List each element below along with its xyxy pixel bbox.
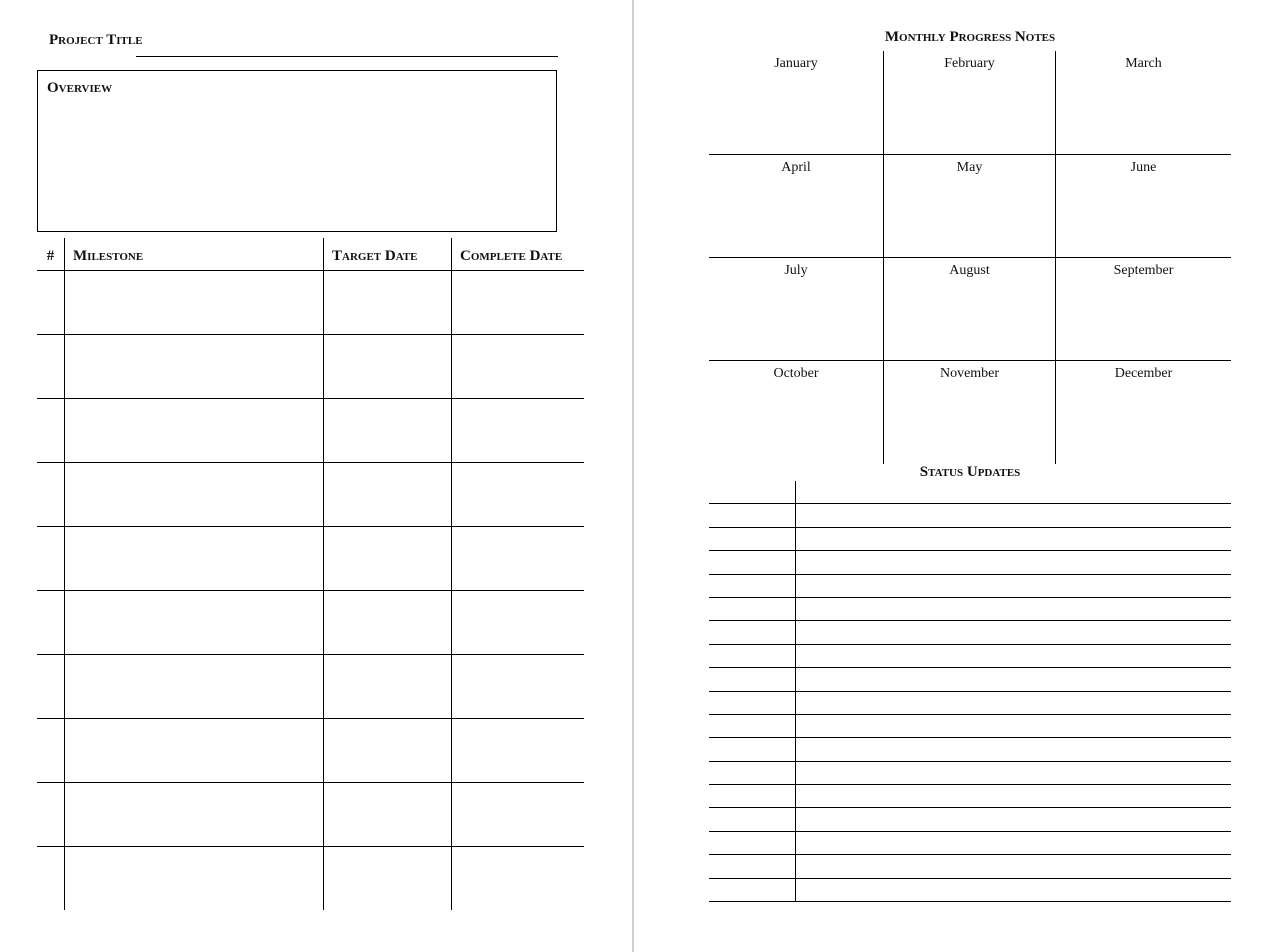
status-date-cell[interactable] [709,621,796,643]
status-row [709,621,1231,644]
status-note-cell[interactable] [796,738,1231,760]
milestone-number-cell[interactable] [37,271,65,335]
target-date-cell[interactable] [324,783,452,847]
milestone-row [37,463,584,527]
milestone-table [37,238,584,910]
status-row [709,832,1231,855]
milestone-row [37,655,584,719]
milestone-cell[interactable] [65,591,324,655]
month-label: February [944,56,995,71]
complete-date-cell[interactable] [452,655,585,719]
status-note-cell[interactable] [796,785,1231,807]
status-row [709,692,1231,715]
milestone-row [37,847,584,911]
milestone-row [37,783,584,847]
status-date-cell[interactable] [709,785,796,807]
status-note-cell[interactable] [796,528,1231,550]
milestone-number-cell[interactable] [37,335,65,399]
milestone-cell[interactable] [65,719,324,783]
status-date-cell[interactable] [709,575,796,597]
month-label: November [939,366,1000,381]
month-label: October [773,366,819,381]
milestone-cell[interactable] [65,527,324,591]
target-date-cell[interactable] [324,591,452,655]
month-cell-february[interactable] [883,51,1056,155]
status-date-cell[interactable] [709,808,796,830]
milestone-cell[interactable] [65,847,324,911]
monthly-progress-title: Monthly Progress Notes [884,29,1056,45]
milestone-row [37,591,584,655]
project-title-line[interactable] [136,56,558,57]
status-row [709,575,1231,598]
status-row [709,528,1231,551]
column-header-number: # [37,238,65,271]
month-cell-may[interactable] [883,155,1056,258]
status-updates-title: Status Updates [919,464,1021,480]
target-date-cell[interactable] [324,399,452,463]
status-note-cell[interactable] [796,762,1231,784]
status-row [709,762,1231,785]
status-note-cell[interactable] [796,504,1231,526]
status-note-cell[interactable] [796,832,1231,854]
status-note-cell[interactable] [796,598,1231,620]
complete-date-cell[interactable] [452,719,585,783]
target-date-cell[interactable] [324,655,452,719]
milestone-row [37,399,584,463]
complete-date-cell[interactable] [452,399,585,463]
monthly-notes-grid [709,51,1231,464]
status-row [709,481,1231,504]
status-row [709,855,1231,878]
milestone-cell[interactable] [65,271,324,335]
status-note-cell[interactable] [796,621,1231,643]
month-label: September [1113,263,1174,278]
milestone-row [37,527,584,591]
month-cell-august[interactable] [883,258,1056,361]
month-label: May [956,160,983,175]
complete-date-cell[interactable] [452,847,585,911]
month-label: July [784,263,808,278]
month-label: April [781,160,811,175]
target-date-cell[interactable] [324,463,452,527]
milestone-number-cell[interactable] [37,399,65,463]
complete-date-cell[interactable] [452,271,585,335]
month-label: December [1114,366,1173,381]
status-row [709,808,1231,831]
status-note-cell[interactable] [796,645,1231,667]
target-date-cell[interactable] [324,719,452,783]
status-row [709,715,1231,738]
status-note-cell[interactable] [796,879,1231,901]
overview-label: Overview [47,80,113,96]
milestone-row [37,719,584,783]
month-cell-september[interactable] [1056,258,1231,361]
milestone-number-cell[interactable] [37,655,65,719]
status-note-cell[interactable] [796,855,1231,877]
month-cell-october[interactable] [709,361,883,464]
milestone-row [37,335,584,399]
month-label: March [1125,56,1162,71]
target-date-cell[interactable] [324,847,452,911]
status-date-cell[interactable] [709,738,796,760]
milestone-number-cell[interactable] [37,719,65,783]
status-row [709,879,1231,902]
complete-date-cell[interactable] [452,527,585,591]
status-row [709,668,1231,691]
milestone-row [37,271,584,335]
milestone-cell[interactable] [65,783,324,847]
status-date-cell[interactable] [709,645,796,667]
milestone-number-cell[interactable] [37,783,65,847]
month-cell-december[interactable] [1056,361,1231,464]
status-date-cell[interactable] [709,551,796,573]
status-note-cell[interactable] [796,692,1231,714]
milestone-number-cell[interactable] [37,527,65,591]
milestone-number-cell[interactable] [37,591,65,655]
status-note-cell[interactable] [796,668,1231,690]
column-header-target-date: Target Date [324,238,452,271]
status-note-cell[interactable] [796,481,1231,503]
status-note-cell[interactable] [796,551,1231,573]
milestone-number-cell[interactable] [37,463,65,527]
month-cell-april[interactable] [709,155,883,258]
complete-date-cell[interactable] [452,591,585,655]
month-cell-november[interactable] [883,361,1056,464]
target-date-cell[interactable] [324,271,452,335]
status-row [709,504,1231,527]
column-header-milestone: Milestone [65,238,324,271]
status-date-cell[interactable] [709,855,796,877]
milestone-header-row [37,238,584,271]
status-note-cell[interactable] [796,715,1231,737]
status-date-cell[interactable] [709,598,796,620]
project-title-label: Project Title [49,32,143,48]
milestone-cell[interactable] [65,655,324,719]
milestone-cell[interactable] [65,399,324,463]
status-row [709,738,1231,761]
complete-date-cell[interactable] [452,783,585,847]
month-cell-july[interactable] [709,258,883,361]
month-label: January [774,56,818,71]
status-row [709,645,1231,668]
column-header-complete-date: Complete Date [452,238,585,271]
milestone-number-cell[interactable] [37,847,65,911]
milestone-cell[interactable] [65,335,324,399]
page-divider [632,0,634,952]
status-date-cell[interactable] [709,879,796,901]
milestone-cell[interactable] [65,463,324,527]
status-date-cell[interactable] [709,832,796,854]
status-date-cell[interactable] [709,692,796,714]
status-row [709,598,1231,621]
target-date-cell[interactable] [324,335,452,399]
status-note-cell[interactable] [796,575,1231,597]
status-date-cell[interactable] [709,715,796,737]
status-date-cell[interactable] [709,481,796,503]
status-row [709,785,1231,808]
status-updates-list [709,481,1231,902]
status-row [709,551,1231,574]
complete-date-cell[interactable] [452,335,585,399]
complete-date-cell[interactable] [452,463,585,527]
status-note-cell[interactable] [796,808,1231,830]
month-cell-march[interactable] [1056,51,1231,155]
status-date-cell[interactable] [709,668,796,690]
overview-box[interactable] [37,70,557,232]
status-date-cell[interactable] [709,504,796,526]
target-date-cell[interactable] [324,527,452,591]
month-cell-june[interactable] [1056,155,1231,258]
status-date-cell[interactable] [709,762,796,784]
status-date-cell[interactable] [709,528,796,550]
month-label: August [949,263,990,278]
month-label: June [1130,160,1157,175]
month-cell-january[interactable] [709,51,883,155]
